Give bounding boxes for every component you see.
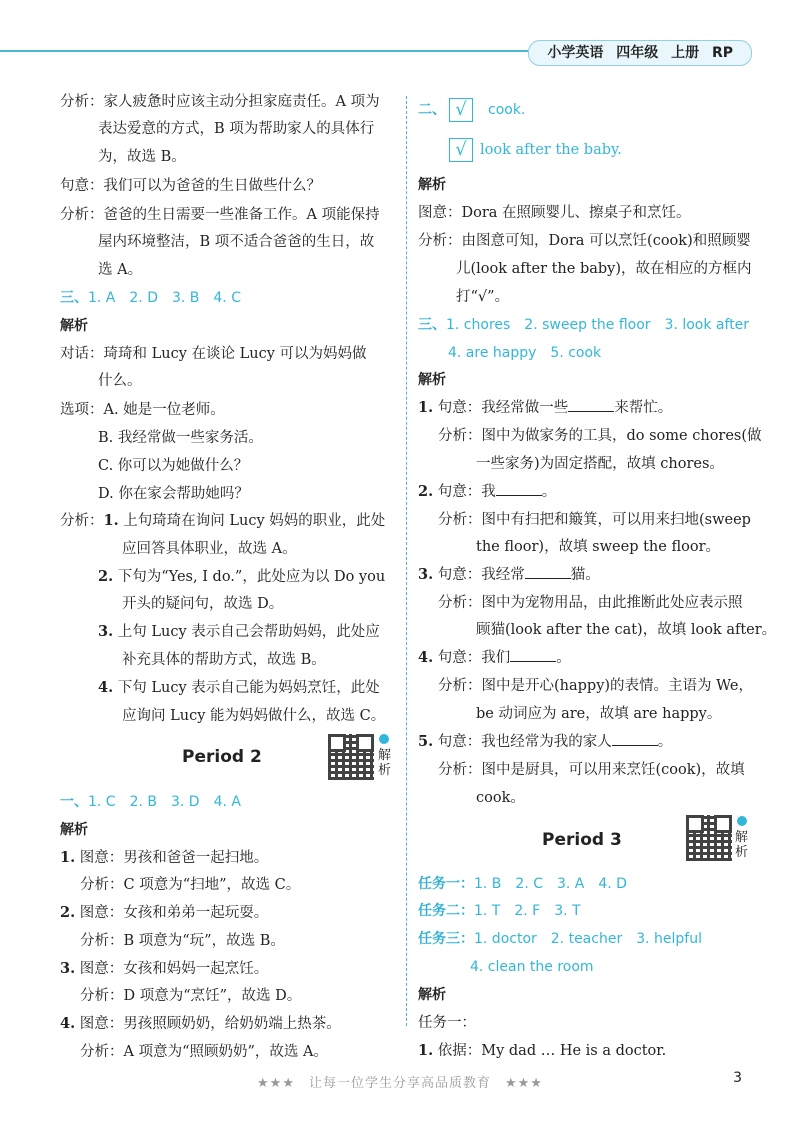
text-segment: 句意：我经常做一些 <box>433 400 569 416</box>
header-grade: 四年级 <box>616 45 659 61</box>
text-segment: 来帮忙。 <box>614 400 673 416</box>
text-segment: 猫。 <box>570 567 600 583</box>
qr-label: 解析 <box>378 748 392 778</box>
text-segment: 顾猫(look after the cat)，故填 look after。 <box>476 622 777 638</box>
text-segment: 一、 <box>60 794 88 810</box>
header-subject: 小学英语 <box>547 45 604 61</box>
text-segment: 分析：图中为做家务的工具，do some chores(做 <box>438 428 762 444</box>
text-segment: cook。 <box>476 790 525 806</box>
text-segment: 分析：图中是厨具，可以用来烹饪(cook)，故填 <box>438 762 745 778</box>
answer-line <box>480 137 622 163</box>
header-edition: RP <box>711 45 733 61</box>
text-line <box>418 562 600 588</box>
text-line <box>438 757 745 783</box>
text-segment: 下句 Lucy 表示自己能为妈妈烹饪，此处 <box>113 680 380 696</box>
page-number: 3 <box>733 1070 742 1086</box>
text-segment: 句意：我们 <box>433 650 511 666</box>
text-segment: C. 你可以为她做什么？ <box>98 458 249 474</box>
text-segment: 1. <box>418 399 434 416</box>
text-segment: 1. <box>103 512 119 529</box>
text-line <box>476 617 776 643</box>
text-segment: 分析：爸爸的生日需要一些准备工作。A 项能保持 <box>60 207 380 223</box>
task-1-answers <box>418 871 627 897</box>
text-segment: 5. <box>418 733 434 750</box>
text-segment: 句意：我也经常为我的家人 <box>433 734 612 750</box>
text-segment: 。 <box>556 650 571 666</box>
answer-line <box>470 954 594 980</box>
task-3-answers <box>418 926 702 952</box>
text-segment: 3. <box>98 623 114 640</box>
text-segment: 选项：A. 她是一位老师。 <box>60 402 225 418</box>
text-line <box>438 507 751 533</box>
text-segment: 分析：D 项意为“烹饪”，故选 D。 <box>80 988 302 1004</box>
text-segment: 对话：琦琦和 Lucy 在谈论 Lucy 可以为妈妈做 <box>60 346 367 362</box>
text-segment: 分析：图中为宠物用品，由此推断此处应表示照 <box>438 595 743 611</box>
text-line <box>456 284 509 310</box>
text-segment: 2. <box>418 483 434 500</box>
text-line <box>476 534 720 560</box>
text-line <box>418 1010 476 1036</box>
footer-slogan: ★★★ 让每一位学生分享高品质教育 ★★★ <box>257 1076 543 1091</box>
text-segment: 开头的疑问句，故选 D。 <box>122 596 284 612</box>
text-segment: 。 <box>657 734 673 750</box>
play-icon <box>737 816 747 826</box>
text-segment: 选 A。 <box>98 262 143 278</box>
text-line <box>418 729 672 755</box>
text-segment: look after the baby. <box>480 142 622 158</box>
text-segment: 表达爱意的方式，B 项为帮助家人的具体行 <box>98 121 375 137</box>
text-segment: 。 <box>541 484 557 500</box>
text-segment: 图意：男孩和爸爸一起扫地。 <box>75 850 269 866</box>
analysis-heading <box>418 982 446 1008</box>
text-segment: 儿(look after the baby)，故在相应的方框内 <box>456 261 752 277</box>
header-volume: 上册 <box>671 45 700 61</box>
analysis-heading <box>418 367 446 393</box>
text-segment: 句意：我 <box>433 484 496 500</box>
text-segment: 4. are happy 5. cook <box>448 345 602 361</box>
text-segment: 1. C 2. B 3. D 4. A <box>88 794 241 810</box>
text-segment: 解析 <box>418 372 446 388</box>
text-segment: 3. <box>418 566 434 583</box>
period-3-title <box>542 827 622 853</box>
text-segment: 什么。 <box>98 373 142 389</box>
text-segment: 补充具体的帮助方式，故选 B。 <box>122 652 326 668</box>
text-segment: 3. <box>60 960 76 977</box>
section-answers <box>418 97 525 123</box>
text-segment: 解析 <box>60 318 88 334</box>
text-line <box>438 423 762 449</box>
text-segment: 二、 <box>418 102 446 118</box>
text-segment: 分析：C 项意为“扫地”，故选 C。 <box>80 877 301 893</box>
text-line <box>438 590 743 616</box>
analysis-heading <box>418 172 446 198</box>
text-line <box>476 451 724 477</box>
text-segment: 解析 <box>418 987 446 1003</box>
text-segment: D. 你在家会帮助她吗？ <box>98 486 249 502</box>
text-segment: 图意：女孩和妈妈一起烹饪。 <box>75 961 269 977</box>
text-line <box>476 785 525 811</box>
text-segment: 任务一： <box>418 1015 476 1031</box>
qr-code-icon[interactable] <box>686 815 732 861</box>
text-segment: 分析：由图意可知，Dora 可以烹饪(cook)和照顾婴 <box>418 233 751 249</box>
text-segment: 依据：My dad … He is a doctor. <box>433 1043 667 1059</box>
text-line <box>418 395 672 421</box>
text-line <box>418 1038 666 1064</box>
text-segment: B. 我经常做一些家务活。 <box>98 430 263 446</box>
text-segment: 三、 <box>60 290 88 306</box>
text-segment <box>612 729 658 746</box>
text-segment: 2. <box>98 568 114 585</box>
text-segment: 4. <box>418 649 434 666</box>
task-2-answers <box>418 898 581 924</box>
text-segment: 1. doctor 2. teacher 3. helpful <box>474 931 702 947</box>
text-segment: 图意：女孩和弟弟一起玩耍。 <box>75 905 269 921</box>
text-segment: 2. <box>60 904 76 921</box>
text-segment: Period 2 <box>182 747 262 767</box>
text-segment: 应询问 Lucy 能为妈妈做什么，故选 C。 <box>122 708 386 724</box>
text-segment: 分析：A 项意为“照顾奶奶”，故选 A。 <box>80 1044 328 1060</box>
text-segment: 分析：图中是开心(happy)的表情。主语为 We， <box>438 678 753 694</box>
text-segment: 4. <box>60 1015 76 1032</box>
text-segment <box>496 479 542 496</box>
text-line <box>476 701 721 727</box>
text-segment: 句意：我们可以为爸爸的生日做些什么？ <box>60 178 321 194</box>
text-segment: 打“√”。 <box>456 289 510 305</box>
text-segment: be 动词应为 are，故填 are happy。 <box>476 706 722 722</box>
checked-box-icon: √ <box>449 138 473 162</box>
text-segment: 三、 <box>418 317 446 333</box>
text-segment: 一些家务)为固定搭配，故填 chores。 <box>476 456 724 472</box>
text-segment: 1. A 2. D 3. B 4. C <box>88 290 241 306</box>
text-segment: 1. B 2. C 3. A 4. D <box>474 876 627 892</box>
text-line <box>418 228 751 254</box>
text-segment: 屋内环境整洁，B 项不适合爸爸的生日，故 <box>98 234 375 250</box>
text-segment: 1. <box>418 1042 434 1059</box>
text-segment: 分析：图中有扫把和簸箕，可以用来扫地(sweep <box>438 512 751 528</box>
text-segment <box>568 395 614 412</box>
text-segment: 任务一： <box>418 876 474 892</box>
text-segment: 上句 Lucy 表示自己会帮助妈妈，此处应 <box>113 624 380 640</box>
text-segment: the floor)，故填 sweep the floor。 <box>476 539 721 555</box>
text-segment <box>525 562 571 579</box>
text-line <box>418 645 571 671</box>
text-segment: 解析 <box>60 822 88 838</box>
text-line <box>418 200 691 226</box>
text-segment: cook. <box>488 102 526 118</box>
text-segment: 任务三： <box>418 931 474 947</box>
text-segment: 1. T 2. F 3. T <box>474 903 581 919</box>
text-segment: 4. clean the room <box>470 959 594 975</box>
text-segment: 任务二： <box>418 903 474 919</box>
text-segment: 分析：家人疲惫时应该主动分担家庭责任。A 项为 <box>60 94 380 110</box>
text-segment: 图意：男孩照顾奶奶，给奶奶端上热茶。 <box>75 1016 341 1032</box>
text-segment: Period 3 <box>542 830 622 850</box>
text-segment: 为，故选 B。 <box>98 149 186 165</box>
text-segment: 句意：我经常 <box>433 567 525 583</box>
text-segment: 分析： <box>60 513 104 529</box>
section-answers <box>418 312 749 338</box>
qr-label: 解析 <box>735 830 749 860</box>
text-segment: 分析：B 项意为“玩”，故选 B。 <box>80 933 285 949</box>
text-segment: 图意：Dora 在照顾婴儿、擦桌子和烹饪。 <box>418 205 691 221</box>
text-segment: 应回答具体职业，故选 A。 <box>122 541 297 557</box>
text-line <box>438 673 753 699</box>
text-segment: 下句为“Yes, I do.”，此处应为以 Do you <box>113 569 386 585</box>
checked-box-icon: √ <box>449 98 473 122</box>
answer-line <box>448 340 601 366</box>
text-segment: 1. <box>60 849 76 866</box>
text-segment: 上句琦琦在询问 Lucy 妈妈的职业，此处 <box>118 513 386 529</box>
text-line <box>456 256 752 282</box>
text-line <box>418 479 556 505</box>
text-segment <box>510 645 556 662</box>
text-segment: 解析 <box>418 177 446 193</box>
text-segment: 4. <box>98 679 114 696</box>
text-segment: 1. chores 2. sweep the floor 3. look after <box>446 317 750 333</box>
